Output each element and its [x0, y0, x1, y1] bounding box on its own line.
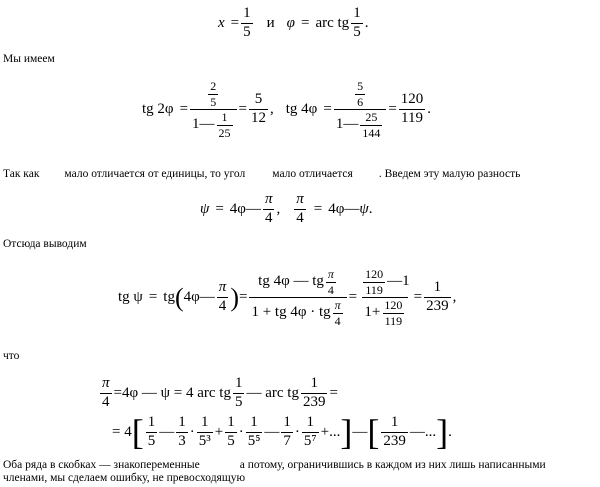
four-phi-minus-psi: 4φ — ψ = 4 arc tg	[121, 384, 231, 401]
denominator-text: 1 + tg 4φ · tg	[251, 304, 331, 321]
equals: =	[300, 14, 310, 31]
numerator: π	[264, 191, 273, 207]
text-introduce: . Введем эту малую разность	[378, 168, 521, 180]
comma: ,	[276, 200, 281, 217]
fraction-one-fifth	[241, 6, 253, 41]
dot: ·	[238, 423, 244, 440]
numerator: π	[334, 298, 341, 313]
comma: ,	[270, 101, 274, 118]
numeric-fraction	[359, 268, 412, 327]
numerator: 1	[390, 413, 399, 430]
minus: —	[352, 423, 368, 440]
25-over-144	[360, 111, 382, 139]
denominator: 5⁵	[247, 432, 261, 449]
equals: =	[179, 101, 189, 118]
var-psi: ψ	[200, 200, 210, 217]
term-1-5b	[225, 415, 237, 450]
denominator: 4	[327, 282, 334, 297]
term-1-5-5	[246, 415, 263, 450]
denominator: 12	[251, 110, 267, 127]
term-1-239	[381, 415, 408, 450]
conj-and: и	[266, 14, 275, 31]
numerator: 25	[365, 110, 378, 125]
bracket-left: [	[131, 412, 144, 452]
pi-over-4	[217, 280, 229, 315]
equals: =	[238, 289, 248, 306]
formula-tg2phi-tg4phi	[142, 80, 431, 139]
denominator: 4	[264, 209, 273, 226]
numerator: 1	[200, 413, 209, 430]
minus: —	[199, 116, 215, 133]
ellipsis: +...	[320, 423, 341, 440]
numerator: 1	[243, 5, 251, 21]
minus: —	[199, 289, 215, 306]
numerator	[359, 268, 412, 297]
denominator: 144	[362, 125, 381, 140]
four-phi: 4φ	[328, 200, 345, 217]
numerator: 1	[234, 375, 243, 391]
one-fifth	[233, 376, 245, 411]
five-sixths	[355, 80, 365, 108]
tg-4phi: tg 4φ	[285, 101, 318, 118]
equals: =	[329, 384, 338, 401]
equals: =	[348, 289, 358, 306]
equals: =	[388, 101, 397, 118]
numerator: π	[327, 267, 334, 281]
four-phi: 4φ	[229, 200, 246, 217]
numerator	[351, 80, 369, 109]
text-since: Так как	[3, 168, 40, 180]
numerator: 1	[306, 413, 315, 430]
bracket-left-2: [	[367, 412, 380, 452]
denominator: 5	[243, 23, 251, 40]
minus: —	[159, 423, 175, 440]
denominator: 5	[210, 94, 217, 109]
denominator	[334, 109, 387, 139]
denominator: 5	[227, 432, 235, 449]
complex-fraction-2	[334, 80, 387, 139]
equals: =	[215, 200, 224, 217]
denominator: 6	[357, 94, 364, 109]
denominator: 7	[283, 432, 291, 449]
two-fifths	[208, 80, 218, 108]
pi-over-4-b	[294, 192, 306, 227]
minus: —	[264, 423, 280, 440]
numerator-text: tg 4φ — tg	[258, 273, 324, 290]
formula-x-phi	[218, 6, 368, 41]
dot: ·	[189, 423, 195, 440]
term-1-7	[281, 415, 293, 450]
one-plus: 1+	[364, 304, 381, 321]
denominator: 5	[147, 432, 156, 449]
denominator: 5⁷	[303, 432, 317, 449]
denominator: 5³	[198, 432, 211, 449]
numerator: π	[218, 279, 227, 296]
equals: =	[148, 289, 158, 306]
fraction-one-fifth-b	[351, 6, 363, 41]
text-differs: мало отличается	[272, 168, 353, 180]
one: 1	[192, 116, 200, 133]
one: 1	[335, 116, 344, 133]
numerator	[256, 268, 340, 297]
complex-fraction-1	[190, 80, 237, 139]
minus-arctg: — arc tg	[246, 384, 299, 401]
var-phi: φ	[286, 14, 295, 31]
minus: —	[344, 200, 360, 217]
denominator: 239	[302, 393, 326, 410]
period: .	[448, 423, 452, 440]
formula-psi: ψ = 4φ — $\frac{\pi}{4}$ , $\frac{\pi}{4}$ = 4φ — ψ .	[200, 191, 373, 226]
numerator: 1	[353, 5, 361, 21]
denominator	[249, 297, 346, 327]
paragraph-since	[3, 167, 520, 181]
period: .	[427, 101, 432, 118]
pi-over-4	[100, 376, 112, 411]
minus: —	[245, 200, 261, 217]
equals: =	[238, 101, 248, 118]
four-phi: 4φ	[183, 289, 200, 306]
text-alternating: Оба ряда в скобках — знакопеременные	[3, 459, 200, 471]
pi-over-4-small	[326, 268, 336, 296]
denominator	[190, 109, 237, 139]
numerator: 120	[365, 267, 384, 281]
numerator: 1	[178, 413, 186, 430]
120-over-119	[399, 92, 426, 127]
denominator: 4	[296, 209, 304, 226]
denominator: 119	[365, 282, 383, 297]
minus: —	[343, 116, 359, 133]
tg: tg	[163, 289, 175, 306]
equals: =	[113, 384, 122, 401]
text-differs-little: мало отличается от единицы, то угол	[64, 168, 246, 180]
arctg: arc tg	[315, 14, 350, 31]
numerator: 1	[433, 279, 442, 296]
minus-one: —1	[387, 273, 410, 290]
paren-right: )	[230, 282, 239, 312]
var-psi: ψ	[359, 200, 369, 217]
paragraph-both-series	[3, 458, 546, 472]
one-over-239	[424, 280, 451, 315]
numerator: 1	[283, 413, 291, 430]
bracket-right: ]	[340, 412, 353, 452]
denominator: 239	[383, 432, 406, 449]
numerator: 2	[210, 79, 217, 93]
denominator: 3	[178, 432, 186, 449]
one-over-239	[301, 376, 328, 411]
numerator: 5	[254, 91, 263, 108]
numerator: 5	[357, 79, 364, 93]
numerator: 1	[250, 413, 258, 430]
numerator: π	[102, 375, 110, 391]
paragraph-both-series-line2: членами, мы сделаем ошибку, не превосходящую	[3, 472, 246, 484]
paragraph-that: что	[3, 350, 20, 362]
pi-over-4-small-b	[333, 299, 343, 327]
ellipsis-2: —...	[409, 423, 437, 440]
numerator	[204, 80, 222, 109]
numerator: 1	[227, 413, 235, 430]
120-over-119	[363, 268, 385, 296]
term-1-5-3	[197, 415, 213, 450]
numerator: 120	[400, 91, 424, 108]
formula-pi4-line2	[112, 414, 452, 450]
tg-psi: tg ψ	[118, 289, 143, 306]
five-twelfths	[249, 92, 268, 127]
term-1-5	[146, 415, 158, 450]
var-x: x	[218, 14, 225, 31]
one-over-25	[217, 111, 233, 139]
paragraph-we-have: Мы имеем	[3, 53, 55, 65]
comma: ,	[452, 289, 457, 306]
bracket-right-2: ]	[436, 412, 449, 452]
term-1-5-7	[302, 415, 319, 450]
numerator: 1	[310, 375, 318, 391]
tg-2phi: tg 2φ	[142, 101, 174, 118]
period: .	[364, 14, 369, 31]
equals: =	[313, 200, 323, 217]
term-1-3	[176, 415, 188, 450]
denominator: 119	[401, 110, 423, 127]
equals-four: = 4	[112, 423, 132, 440]
numerator: 1	[221, 110, 228, 125]
paren-left: (	[174, 282, 184, 312]
denominator: 5	[353, 23, 361, 40]
denominator	[362, 297, 408, 327]
equals: =	[413, 289, 423, 306]
formula-pi4-line1	[98, 376, 338, 411]
denominator: 119	[384, 313, 403, 328]
numerator: π	[296, 191, 304, 207]
denominator: 5	[234, 393, 243, 410]
tg-difference-fraction	[249, 268, 346, 327]
denominator: 4	[102, 393, 110, 410]
denominator: 4	[334, 313, 341, 328]
denominator: 4	[218, 298, 227, 315]
formula-tg-psi	[118, 268, 456, 327]
paragraph-hence: Отсюда выводим	[3, 238, 87, 250]
equals: =	[323, 101, 332, 118]
denominator: 239	[426, 298, 449, 315]
numerator: 1	[147, 413, 156, 430]
120-over-119-b	[382, 299, 404, 327]
equals: =	[230, 14, 240, 31]
dot: ·	[294, 423, 300, 440]
plus: +	[214, 423, 224, 440]
pi-over-4	[263, 192, 275, 227]
numerator: 120	[384, 298, 403, 313]
text-limiting: а потому, ограничившись в каждом из них лишь написанными	[239, 459, 546, 471]
denominator: 25	[218, 125, 231, 140]
